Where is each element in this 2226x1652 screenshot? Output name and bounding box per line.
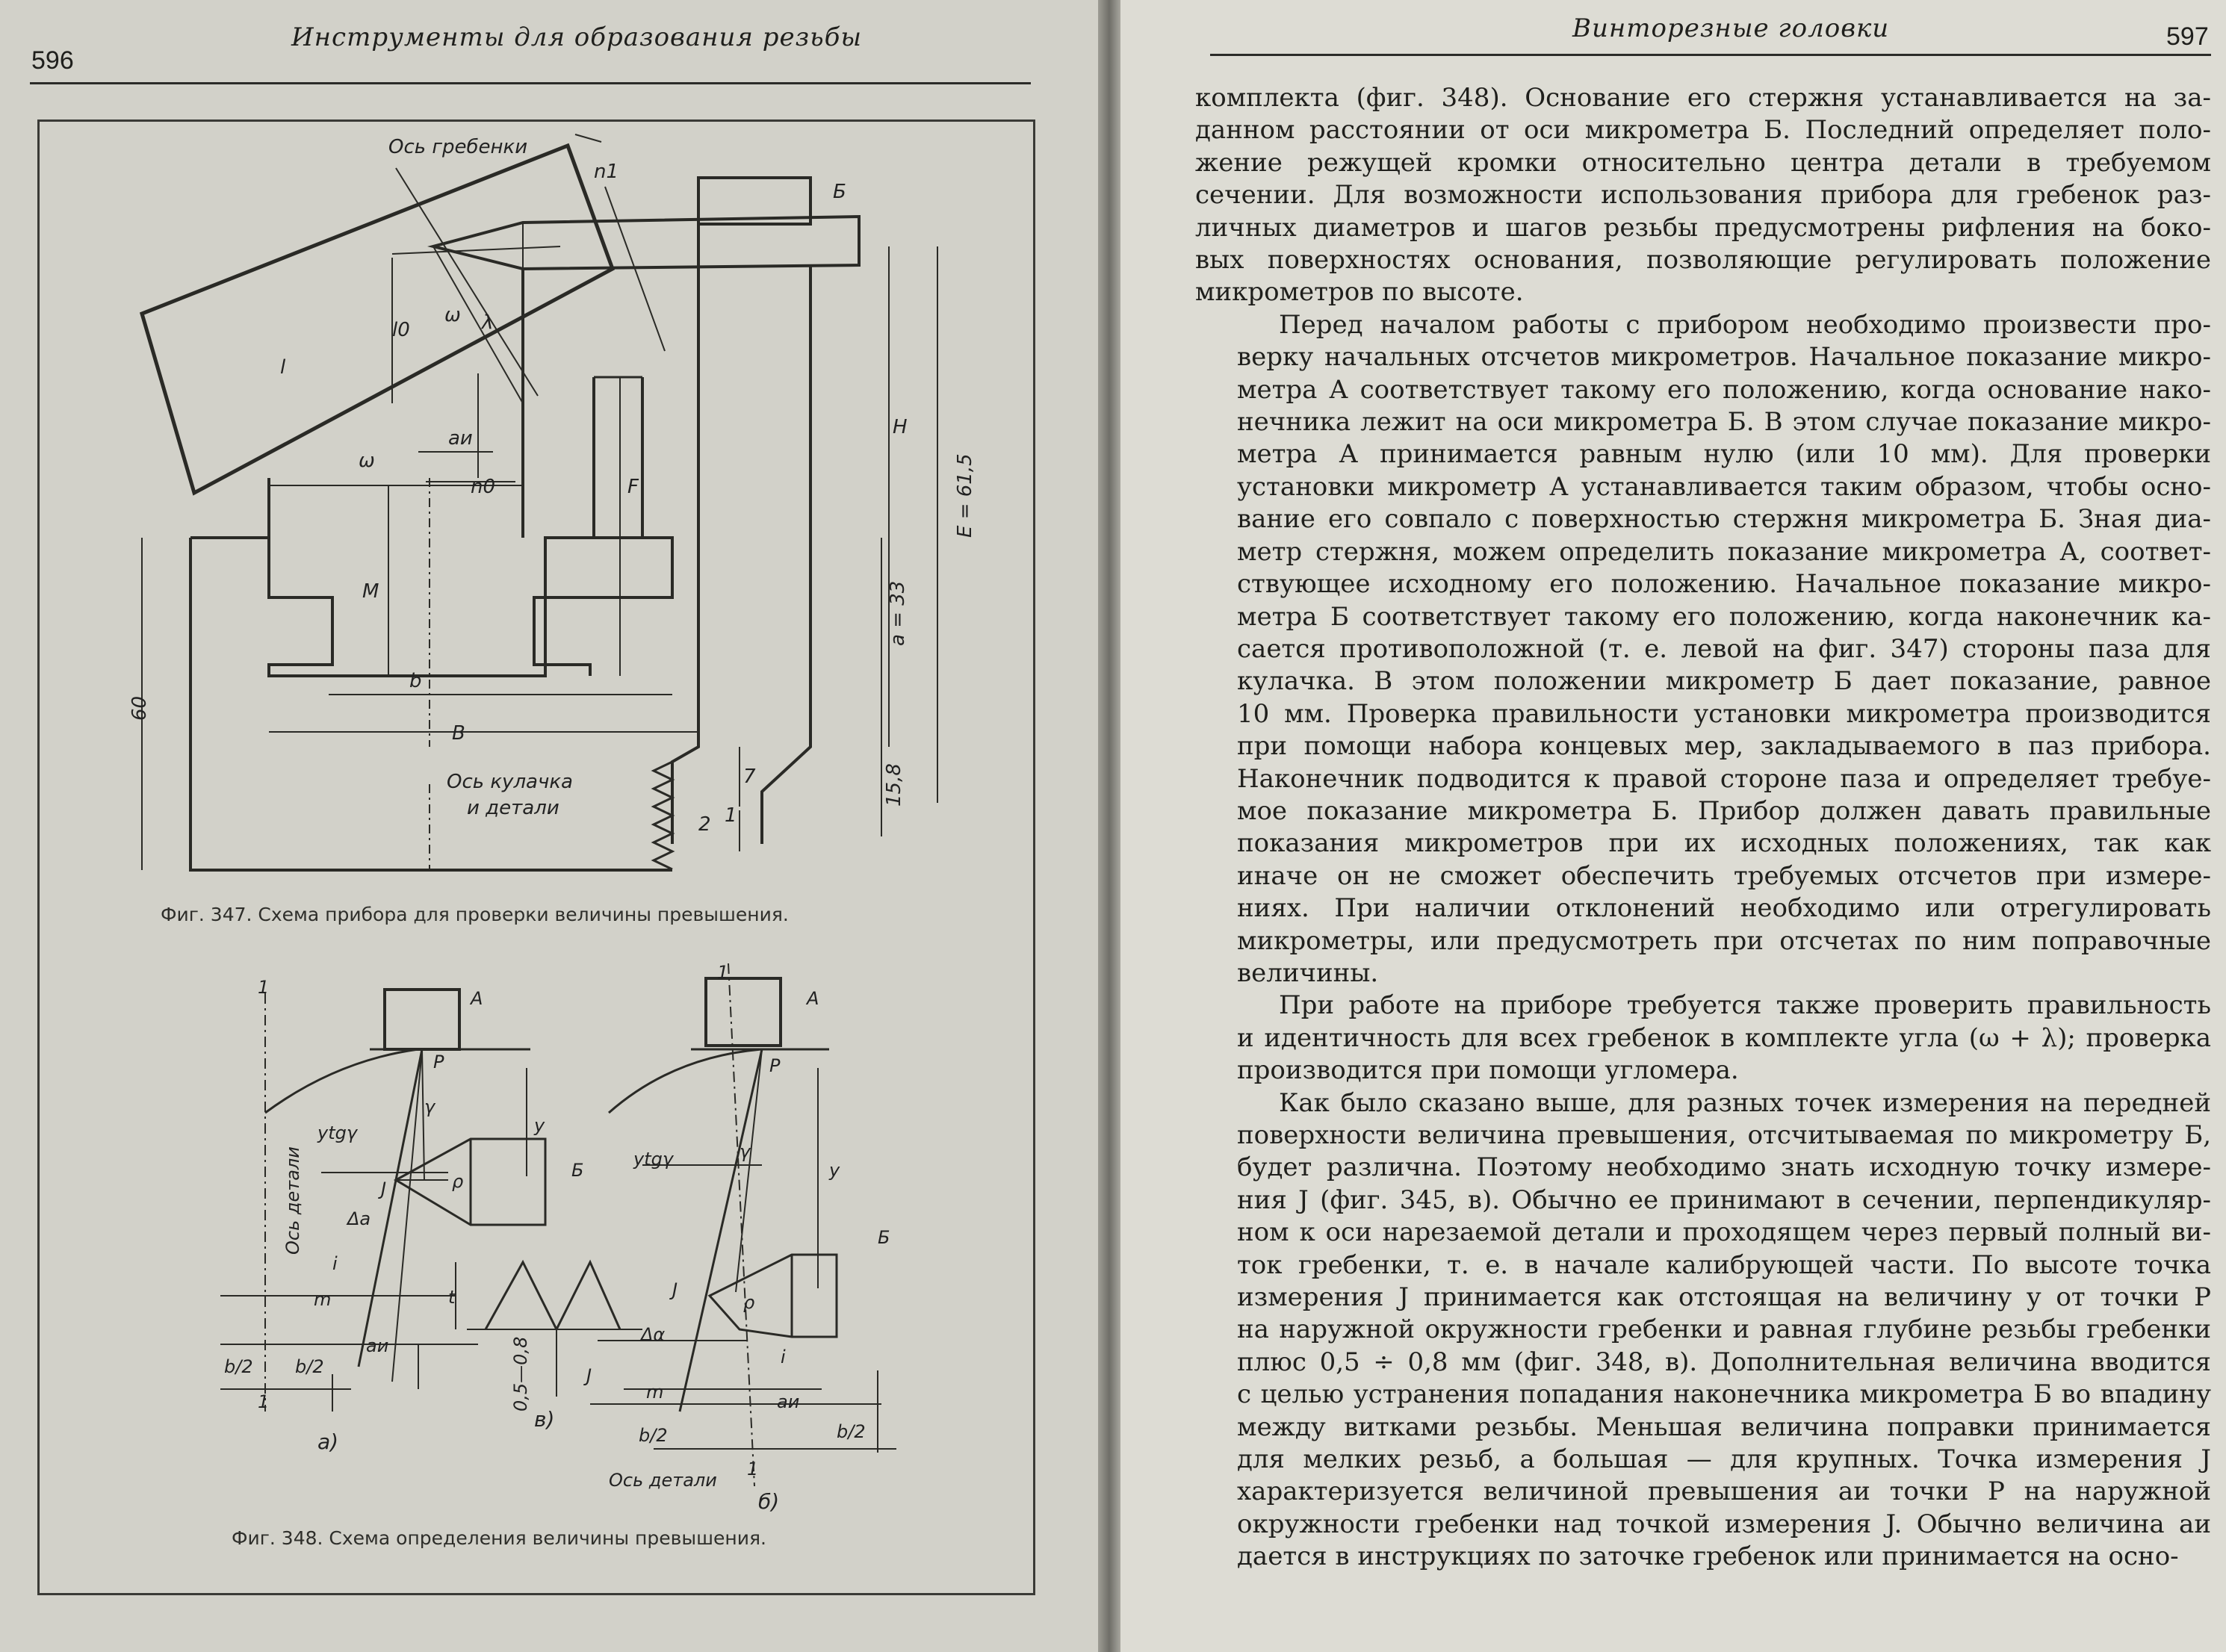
text-line: микрометры, или предусмотреть при отсчетах по ним поправочные [1237, 925, 2211, 956]
label-and-part: и детали [467, 797, 559, 819]
base-outline [190, 538, 672, 870]
label-b-b2-right: b/2 [837, 1421, 866, 1442]
right-head-rule [1210, 54, 2211, 56]
text-line: будет различна. Поэтому необходимо знать исходную точку измере- [1237, 1152, 2211, 1183]
label-v: в) [534, 1407, 555, 1432]
text-line: ном к оси нарезаемой детали и проходящем через первый полный ви- [1237, 1217, 2211, 1248]
right-running-head: Винторезные головки [1572, 13, 1890, 43]
label-b-delta: Δα [641, 1324, 666, 1345]
label-axis-comb: Ось гребенки [388, 136, 528, 158]
label-a-b2-left: b/2 [224, 1356, 253, 1377]
text-line: вых поверхностях основания, позволяющие регулировать положение [1195, 245, 2211, 276]
label-B-cyr-347: Б [833, 181, 846, 203]
label-b-ytg: ytgγ [633, 1149, 674, 1170]
label-v-t: t [448, 1287, 456, 1308]
label-lambda: λ [482, 311, 494, 334]
body-text [1195, 82, 2211, 1574]
text-line: 10 мм. Проверка правильности установки микрометра производится [1237, 698, 2211, 729]
paragraph [1195, 990, 2211, 1087]
text-line: при помощи набора концевых мер, закладываемого в паз прибора. [1237, 731, 2211, 762]
label-b-au: aи [777, 1391, 800, 1412]
label-a-gamma: γ [424, 1096, 435, 1117]
text-line: на наружной окружности гребенки и равная глубине резьбы гребенки [1237, 1314, 2211, 1345]
text-line: метра А соответствует такому его положению, когда основание нако- [1237, 374, 2211, 405]
thread-teeth [654, 762, 672, 869]
text-line: и идентичность для всех гребенок в комплекте угла (ω + λ); проверка [1237, 1022, 2211, 1053]
text-line: плюс 0,5 ÷ 0,8 мм (фиг. 348, в). Дополнительная величина вводится [1237, 1347, 2211, 1377]
label-l0: l0 [392, 319, 410, 341]
text-line: верку начальных отсчетов микрометров. Начальное показание микро- [1237, 342, 2211, 373]
label-b-J: J [672, 1279, 678, 1300]
label-l: l [280, 356, 286, 379]
label-b-y: y [829, 1160, 840, 1181]
label-1: 1 [725, 804, 737, 827]
left-page-number: 596 [31, 46, 74, 75]
label-a-ytg: ytgγ [317, 1122, 358, 1143]
stand-right-edge [762, 265, 810, 844]
text-line: между витками резьбы. Меньшая величина поправки принимается [1237, 1412, 2211, 1442]
text-line: ствующее исходному его положению. Начальное показание микро- [1237, 569, 2211, 600]
label-a33: a = 33 [887, 580, 909, 646]
label-H: H [893, 416, 908, 438]
text-line: ния J (фиг. 345, в). Обычно ее принимают в сечении, перпендикуляр- [1237, 1184, 2211, 1215]
comb-axis-line [396, 168, 538, 396]
text-line: метр стержня, можем определить показание микрометра А, соответ- [1237, 536, 2211, 567]
text-line: установки микрометр А устанавливается таким образом, чтобы осно- [1237, 471, 2211, 502]
text-line: иначе он не сможет обеспечить требуемых отсчетов при измере- [1237, 860, 2211, 891]
text-line: дается в инструкциях по заточке гребенок или принимается на осно- [1237, 1541, 2179, 1572]
label-7: 7 [743, 766, 756, 788]
label-60: 60 [128, 695, 151, 721]
label-a-1-bottom: 1 [258, 1391, 270, 1412]
label-au: aи [448, 427, 473, 450]
text-line: личных диаметров и шагов резьбы предусмотрены рифления на боко- [1195, 212, 2211, 243]
label-b-P: P [769, 1055, 781, 1076]
comb-block [142, 146, 613, 493]
paragraph [1195, 309, 2211, 990]
label-B: B [452, 722, 465, 745]
label-n1: n1 [594, 161, 619, 183]
text-line: величины. [1237, 957, 1379, 988]
right-page-number: 597 [2166, 22, 2209, 51]
label-2: 2 [698, 813, 711, 836]
label-b-B: Б [878, 1227, 890, 1248]
figure-348-caption: Фиг. 348. Схема определения величины превышения. [232, 1527, 766, 1549]
label-E: E = 61,5 [954, 453, 976, 538]
left-running-head: Инструменты для образования резьбы [291, 22, 863, 52]
text-line: с целью устранения попадания наконечника микрометра Б во впадину [1237, 1379, 2211, 1410]
label-a-au: aи [366, 1335, 389, 1356]
label-v-J: J [586, 1365, 592, 1386]
text-line: производится при помощи угломера. [1237, 1055, 1739, 1086]
label-a-A: A [471, 988, 483, 1009]
text-line: комплекта (фиг. 348). Основание его стержня устанавливается на за- [1195, 83, 2211, 113]
text-line: мое показание микрометра Б. Прибор должен давать правильные [1237, 795, 2211, 826]
figure-348-v [456, 1262, 642, 1397]
label-a-b2-right: b/2 [295, 1356, 324, 1377]
stand-left-edge [672, 224, 698, 844]
text-line: показания микрометров при их исходных положениях, так как [1237, 828, 2211, 859]
text-line: Наконечник подводится к правой стороне паза и определяет требуе- [1237, 763, 2211, 794]
left-page [0, 0, 1098, 1652]
label-b-gamma: γ [740, 1141, 751, 1162]
text-line: метра Б соответствует такому его положению, когда наконечник ка- [1237, 601, 2211, 632]
text-line: кулачка. В этом положении микрометр Б дает показание, равное [1237, 666, 2211, 697]
label-a-P: P [433, 1052, 444, 1072]
figure-347-drawing [0, 0, 1098, 1652]
text-line: сечении. Для возможности использования прибора для гребенок раз- [1195, 180, 2211, 211]
label-b-rho: ρ [743, 1292, 755, 1313]
text-line: измерения J принимается как отстоящая на величину y от точки P [1237, 1282, 2211, 1313]
label-a-i: i [332, 1253, 338, 1274]
text-line: микрометров по высоте. [1195, 277, 1524, 308]
base-slot [190, 538, 672, 676]
label-axis-cam: Ось кулачка [447, 771, 573, 793]
right-page [1120, 0, 2226, 1652]
label-omega: ω [444, 304, 461, 326]
label-omega2: ω [359, 450, 375, 472]
paragraph [1195, 1087, 2211, 1574]
text-line: ниях. При наличии отклонений необходимо или отрегулировать [1237, 893, 2211, 924]
label-b-i: i [781, 1347, 786, 1367]
label-a-1-top: 1 [258, 977, 270, 998]
label-F: F [627, 476, 639, 498]
label-15-8: 15,8 [883, 763, 905, 807]
label-a-y: y [534, 1115, 545, 1136]
text-line: поверхности величина превышения, отсчитываемая по микрометру Б, [1237, 1120, 2211, 1150]
label-b-b2-left: b/2 [639, 1425, 668, 1446]
label-a-axis: Ось детали [282, 1146, 303, 1255]
label-a-rho: ρ [452, 1171, 464, 1192]
text-line: сается противоположной (т. е. левой на фиг. 347) стороны паза для [1237, 633, 2211, 664]
text-line: жение режущей кромки относительно центра детали в требуемом [1195, 147, 2211, 178]
label-a-B: Б [571, 1160, 584, 1181]
label-b-1-bottom: 1 [747, 1459, 759, 1479]
label-a-m: m [314, 1289, 332, 1310]
label-a: а) [317, 1429, 339, 1454]
text-line: Перед началом работы с прибором необходимо произвести про- [1279, 309, 2211, 340]
label-b-A: A [807, 988, 819, 1009]
label-v-range: 0,5—0,8 [510, 1336, 531, 1412]
text-line: ток гребенки, т. е. в начале калибрующей части. По высоте точка [1237, 1249, 2211, 1280]
text-line: характеризуется величиной превышения aи точки P на наружной [1237, 1476, 2211, 1507]
paragraph [1195, 82, 2211, 309]
text-line: При работе на приборе требуется также проверить правильность [1279, 990, 2211, 1021]
label-b-1-top: 1 [717, 962, 729, 983]
label-M: M [362, 580, 379, 603]
label-b: б) [758, 1489, 780, 1514]
label-b-axis: Ось детали [609, 1470, 717, 1491]
label-b-m: m [646, 1382, 664, 1403]
text-line: окружности гребенки над точкой измерения J. Обычно величина aи [1237, 1509, 2211, 1539]
book-gutter [1098, 0, 1120, 1652]
text-line: метра А принимается равным нулю (или 10 мм). Для проверки [1237, 439, 2211, 470]
text-line: нечника лежит на оси микрометра Б. В этом случае показание микро- [1237, 407, 2211, 438]
figure-348-b [590, 963, 896, 1486]
text-line: данном расстоянии от оси микрометра Б. Последний определяет поло- [1195, 115, 2211, 146]
label-b: b [409, 670, 422, 692]
figure-347-caption: Фиг. 347. Схема прибора для проверки величины превышения. [161, 904, 789, 925]
text-line: вание его совпало с поверхностью стержня микрометра Б. Зная диа- [1237, 504, 2211, 535]
text-line: Как было сказано выше, для разных точек измерения на передней [1279, 1087, 2211, 1118]
label-a-J: J [381, 1179, 387, 1199]
label-a-delta: Δa [347, 1208, 371, 1229]
text-line: для мелких резьб, а большая — для крупных. Точка измерения J [1237, 1444, 2211, 1475]
label-n0: n0 [471, 476, 496, 498]
